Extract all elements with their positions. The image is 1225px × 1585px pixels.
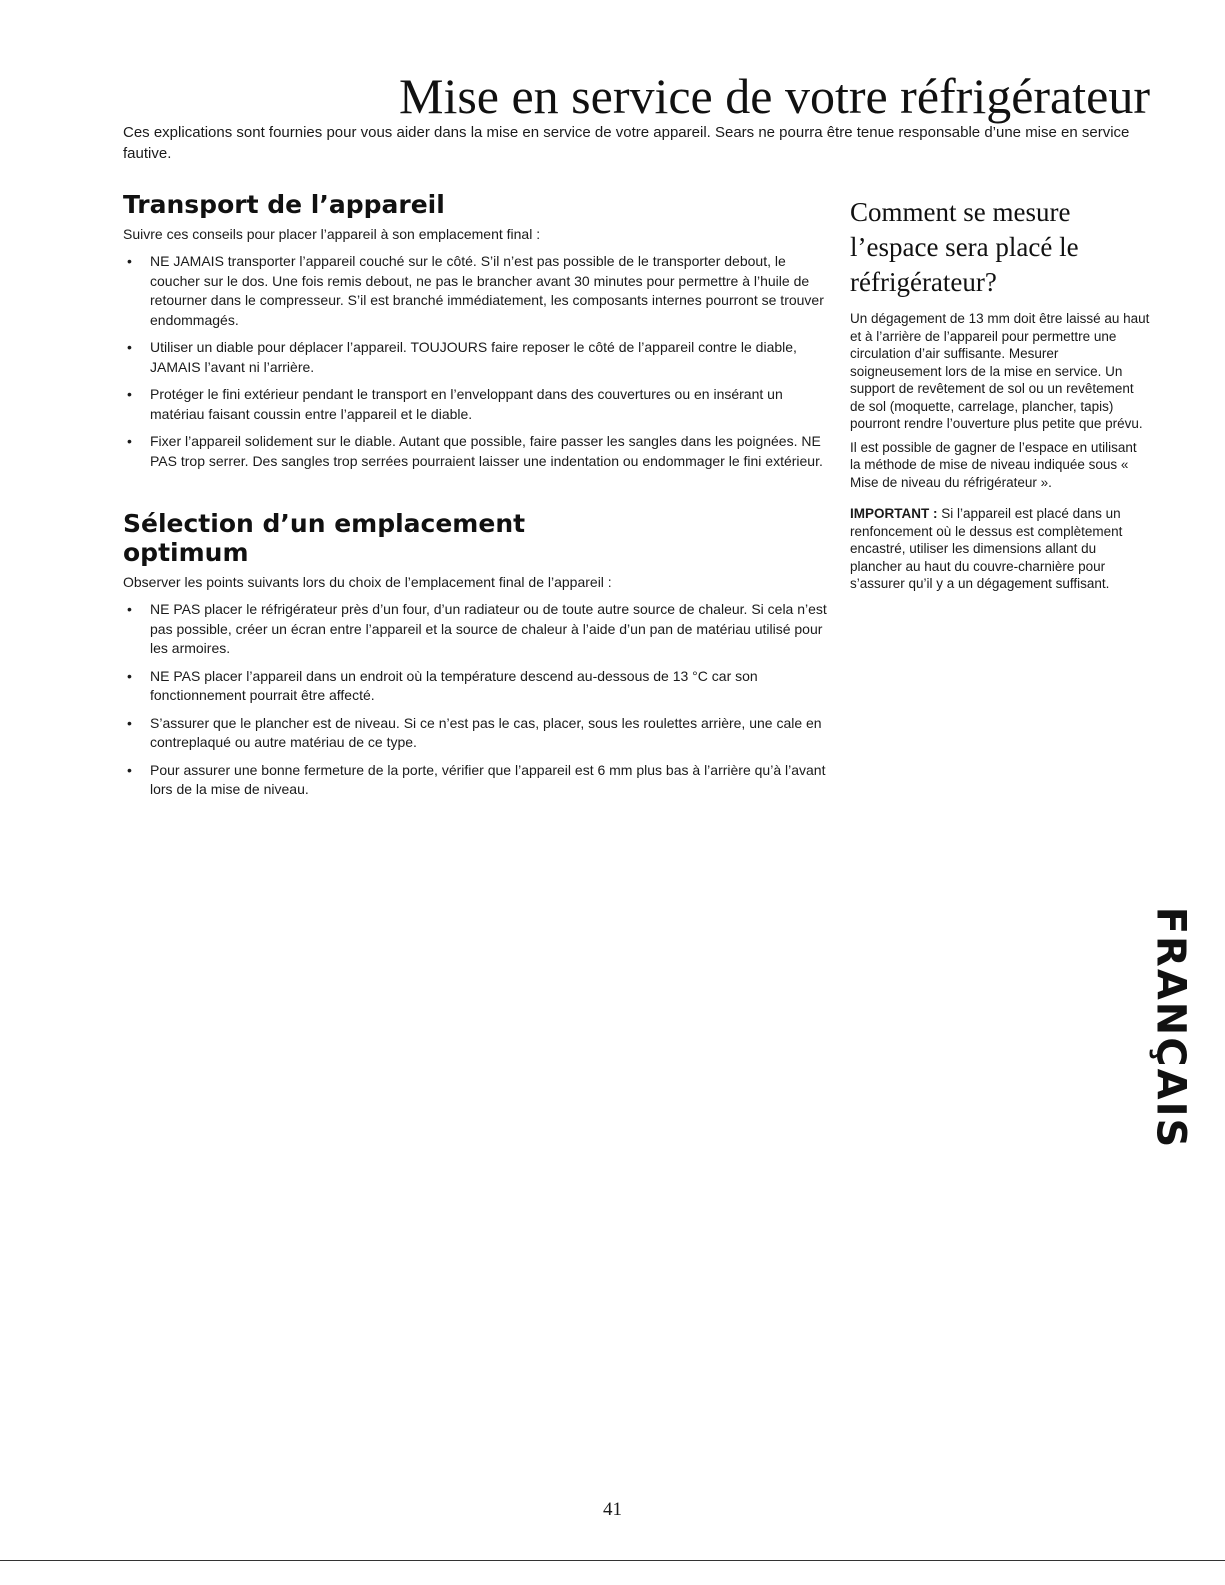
list-item: [123, 252, 835, 330]
right-column: [850, 195, 1150, 593]
bullet-icon: •: [127, 339, 132, 355]
list-item: [123, 385, 835, 424]
important-text: Si l’appareil est placé dans un renfoncement où le dessus est complètement encastré, utiliser les dimensions allant du plancher au haut du couvre-charnière pour s’assurer qu’il y a un dégagement suffisant.: [850, 506, 1123, 591]
list-item: [123, 714, 835, 753]
measure-heading-line2: l’espace sera placé le: [850, 232, 1079, 262]
list-item-text: NE JAMAIS transporter l’appareil couché sur le côté. S’il n’est pas possible de le transporter debout, le coucher sur le dos. Une fois remis debout, ne pas le brancher avant 30 minutes pour permettre à l’huile de retourner dans le compresseur. S’il est branché immédiatement, les composants internes pourront se trouver endommagés.: [150, 253, 824, 328]
list-item: [123, 432, 835, 471]
list-item-text: Protéger le fini extérieur pendant le transport en l’enveloppant dans des couvertures ou en insérant un matériau faisant coussin entre l’appareil et le diable.: [150, 386, 783, 422]
list-item-text: NE PAS placer l’appareil dans un endroit où la température descend au-dessous de 13 °C car son fonctionnement pourrait être affecté.: [150, 667, 758, 703]
left-column: [123, 190, 835, 808]
page-title: Mise en service de votre réfrigérateur: [398, 68, 1150, 124]
transport-list: [123, 252, 835, 471]
bullet-icon: •: [127, 714, 132, 731]
bottom-divider: [0, 1560, 1225, 1561]
measure-heading: [850, 195, 1150, 300]
transport-heading: Transport de l’appareil: [123, 190, 445, 219]
measure-heading-line3: réfrigérateur?: [850, 267, 997, 297]
list-item: [123, 338, 835, 377]
transport-section: [123, 190, 835, 471]
language-tab: [1147, 900, 1193, 1156]
list-item-text: Pour assurer une bonne fermeture de la porte, vérifier que l’appareil est 6 mm plus bas à l’arrière qu’à l’avant lors de la mise de niveau.: [150, 761, 826, 797]
selection-heading-line1: Sélection d’un emplacement: [123, 509, 526, 538]
list-item-text: Utiliser un diable pour déplacer l’appareil. TOUJOURS faire reposer le côté de l’appareil contre le diable, JAMAIS l’avant ni l’arrière.: [150, 339, 797, 375]
bullet-icon: •: [127, 667, 132, 684]
bullet-icon: •: [127, 601, 132, 617]
bullet-icon: •: [127, 253, 132, 269]
list-item-text: NE PAS placer le réfrigérateur près d’un four, d’un radiateur ou de toute autre source de chaleur. Si cela n’est pas possible, créer un écran entre l’appareil et la source de chaleur à l’aide d’un pan de matériau utilisé pour les armoires.: [150, 601, 827, 656]
bullet-icon: •: [127, 433, 132, 449]
list-item-text: S’assurer que le plancher est de niveau. Si ce n’est pas le cas, placer, sous les roulettes arrière, une cale en contreplaqué ou autre matériau de ce type.: [150, 714, 822, 750]
list-item: [123, 761, 835, 800]
list-item: [123, 600, 835, 659]
bullet-icon: •: [127, 761, 132, 778]
selection-heading: [123, 509, 835, 567]
important-note: [850, 505, 1150, 593]
page-number: 41: [603, 1499, 622, 1520]
language-tab-label: FRANÇAIS: [1147, 906, 1193, 1150]
measure-heading-line1: Comment se mesure: [850, 197, 1071, 227]
list-item-text: Fixer l’appareil solidement sur le diable. Autant que possible, faire passer les sangles dans les poignées. NE PAS trop serrer. Des sangles trop serrées pourraient laisser une indentation ou endommager le fini extérieur.: [150, 433, 823, 469]
intro-text: Ces explications sont fournies pour vous aider dans la mise en service de votre appareil. Sears ne pourra être tenue responsable d’une mise en service fautive.: [123, 124, 1130, 162]
bullet-icon: •: [127, 386, 132, 402]
important-label: IMPORTANT :: [850, 506, 938, 521]
selection-section: [123, 509, 835, 800]
transport-lead: Suivre ces conseils pour placer l’appareil à son emplacement final :: [123, 226, 541, 242]
selection-heading-line2: optimum: [123, 538, 249, 567]
list-item: [123, 667, 835, 706]
measure-paragraph-1: Un dégagement de 13 mm doit être laissé au haut et à l’arrière de l’appareil pour permettre une circulation d’air suffisante. Mesurer soigneusement lors de la mise en service. Un support de revêtement de sol ou un revêtement de sol (moquette, carrelage, plancher, tapis) pourront rendre l’ouverture plus petite que prévu.: [850, 311, 1150, 431]
selection-lead: Observer les points suivants lors du choix de l’emplacement final de l’appareil :: [123, 574, 612, 590]
selection-list: [123, 600, 835, 800]
measure-paragraph-2: Il est possible de gagner de l’espace en utilisant la méthode de mise de niveau indiquée sous « Mise de niveau du réfrigérateur ».: [850, 439, 1137, 490]
